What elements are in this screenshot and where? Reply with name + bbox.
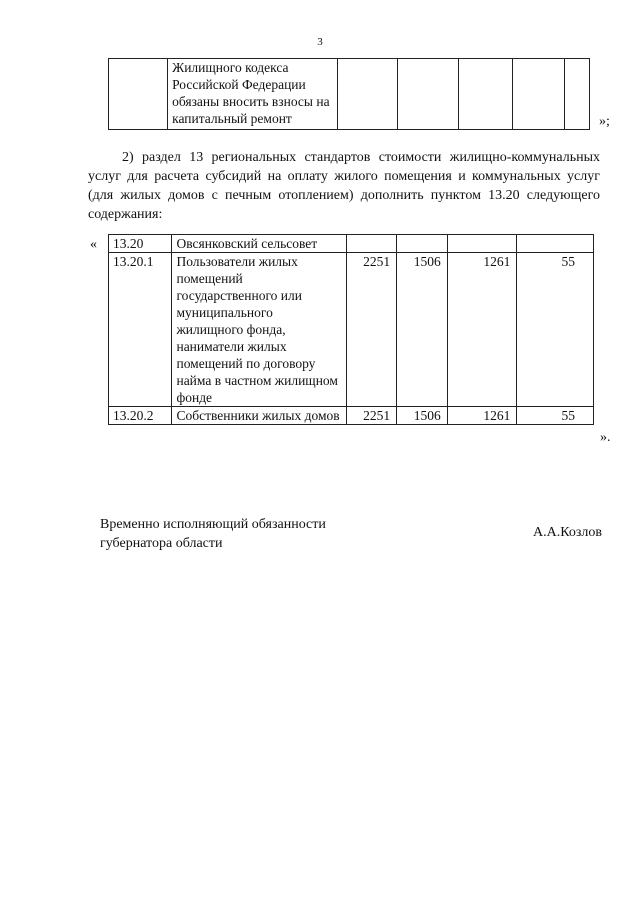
page-number: 3 (317, 36, 323, 48)
opening-quote-mark: « (90, 237, 97, 252)
table-cell-empty (517, 235, 594, 253)
closing-quote-mark: ». (600, 430, 611, 445)
row-value-4: 55 (517, 253, 594, 407)
table-cell-empty (397, 235, 448, 253)
signatory-name: А.А.Козлов (533, 525, 602, 540)
table-cell-empty (513, 59, 565, 130)
table-cell-empty (565, 59, 590, 130)
row-value-1: 2251 (346, 253, 397, 407)
row-code: 13.20 (109, 235, 172, 253)
signatory-title-line-1: Временно исполняющий обязанности (100, 517, 326, 532)
row-code: 13.20.2 (109, 407, 172, 425)
signatory-title (100, 515, 326, 553)
paragraph-amendment: 2) раздел 13 региональных стандартов стоимости жилищно-коммунальных услуг для расчета субсидий на оплату жилого помещения и коммунальных услуг (для жилых домов с печным отоплением) дополнить пунктом 13.20 следующего содержания: (88, 150, 600, 222)
table-standards (108, 234, 594, 425)
table-cell-text: Жилищного кодекса Российской Федерации обязаны вносить взносы на капитальный ремонт (168, 59, 338, 130)
signatory-title-line-2: губернатора области (100, 536, 223, 551)
table-cell-empty (447, 235, 517, 253)
table-row (109, 407, 594, 425)
row-value-2: 1506 (397, 407, 448, 425)
row-value-1: 2251 (346, 407, 397, 425)
table-cell-empty (459, 59, 513, 130)
row-name: Овсянковский сельсовет (172, 235, 346, 253)
table-cell-empty (337, 59, 398, 130)
row-value-3: 1261 (447, 407, 517, 425)
table-row (109, 59, 590, 130)
table-row (109, 253, 594, 407)
row-value-2: 1506 (397, 253, 448, 407)
table-cell-empty (346, 235, 397, 253)
table-cell-empty (398, 59, 459, 130)
row-value-4: 55 (517, 407, 594, 425)
row-name: Пользователи жилых помещений государственного или муниципального жилищного фонда, наниматели жилых помещений по договору найма в частном жилищном фонде (172, 253, 346, 407)
table-continuation (108, 58, 590, 130)
table-row-header (109, 235, 594, 253)
row-value-3: 1261 (447, 253, 517, 407)
row-code: 13.20.1 (109, 253, 172, 407)
row-name: Собственники жилых домов (172, 407, 346, 425)
table-cell-empty (109, 59, 168, 130)
closing-quote-mark: »; (599, 114, 610, 129)
